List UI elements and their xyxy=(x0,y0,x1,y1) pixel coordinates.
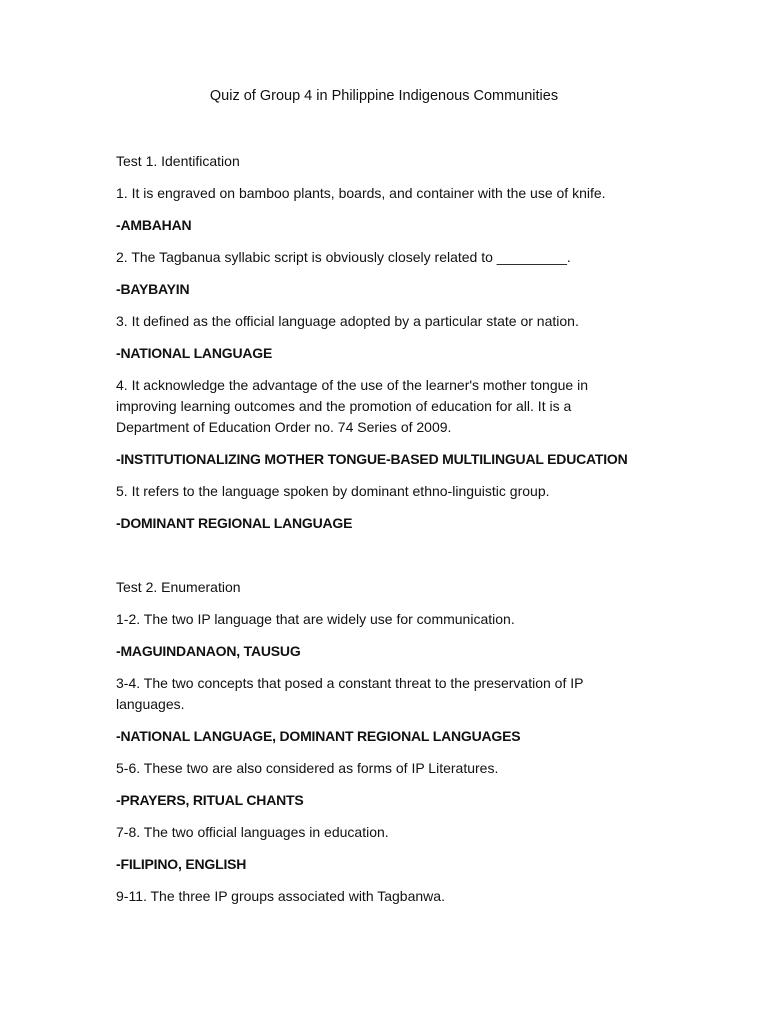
test-1-question-2: 2. The Tagbanua syllabic script is obviously closely related to _________. xyxy=(116,249,571,265)
test-1-answer-2: -BAYBAYIN xyxy=(116,281,190,297)
test-2-answer-4: -FILIPINO, ENGLISH xyxy=(116,856,247,872)
test-1-question-4: 4. It acknowledge the advantage of the use of the learner's mother tongue in improving learning outcomes and the promotion of education for all. It is a Department of Education Order no. 74 Series of 2009. xyxy=(116,377,588,435)
test-1-answer-5: -DOMINANT REGIONAL LANGUAGE xyxy=(116,515,353,531)
test-2-answer-3: -PRAYERS, RITUAL CHANTS xyxy=(116,792,304,808)
test-2-question-4: 7-8. The two official languages in education. xyxy=(116,824,389,840)
test-1-question-3: 3. It defined as the official language adopted by a particular state or nation. xyxy=(116,313,579,329)
document-body xyxy=(116,151,636,918)
test-2-answer-2: -NATIONAL LANGUAGE, DOMINANT REGIONAL LANGUAGES xyxy=(116,728,521,744)
test-2-question-2: 3-4. The two concepts that posed a constant threat to the preservation of IP languages. xyxy=(116,675,584,712)
test-2-question-1: 1-2. The two IP language that are widely use for communication. xyxy=(116,611,515,627)
test-2-section xyxy=(116,577,636,907)
test-1-question-5: 5. It refers to the language spoken by dominant ethno-linguistic group. xyxy=(116,483,550,499)
test-1-question-1: 1. It is engraved on bamboo plants, boards, and container with the use of knife. xyxy=(116,185,606,201)
document-title: Quiz of Group 4 in Philippine Indigenous Communities xyxy=(209,88,559,104)
test-1-heading: Test 1. Identification xyxy=(116,153,240,169)
test-1-answer-4: -INSTITUTIONALIZING MOTHER TONGUE-BASED MULTILINGUAL EDUCATION xyxy=(116,451,628,467)
section-spacer xyxy=(116,545,636,577)
test-1-section xyxy=(116,151,636,534)
test-2-answer-1: -MAGUINDANAON, TAUSUG xyxy=(116,643,301,659)
test-2-heading: Test 2. Enumeration xyxy=(116,579,241,595)
test-1-answer-1: -AMBAHAN xyxy=(116,217,192,233)
test-1-answer-3: -NATIONAL LANGUAGE xyxy=(116,345,273,361)
test-2-question-3: 5-6. These two are also considered as forms of IP Literatures. xyxy=(116,760,499,776)
test-2-question-5: 9-11. The three IP groups associated with Tagbanwa. xyxy=(116,888,445,904)
